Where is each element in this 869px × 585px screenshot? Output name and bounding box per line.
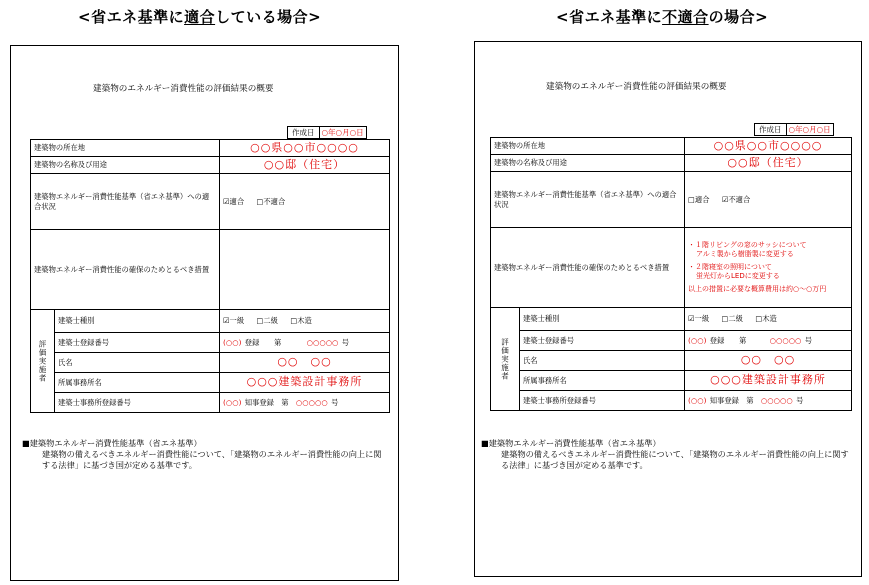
left-date-box bbox=[287, 126, 367, 139]
conformity-label: 建築物エネルギー消費性能基準（省エネ基準）への適合状況 bbox=[491, 172, 685, 228]
measure-note-1b: アルミ製から樹脂製に変更する bbox=[696, 250, 794, 259]
office-regno-pref: (○○) bbox=[223, 397, 242, 407]
type-option-first-class: ☑一級 bbox=[688, 314, 710, 324]
table-row bbox=[491, 351, 852, 371]
location-label: 建築物の所在地 bbox=[31, 140, 220, 157]
evaluator-label: 評価実施者 bbox=[500, 337, 510, 381]
left-heading-suffix: している場合> bbox=[215, 8, 322, 26]
table-row bbox=[31, 230, 390, 310]
location-value: ○○県○○市○○○○ bbox=[220, 140, 390, 157]
right-date-label: 作成日 bbox=[755, 124, 787, 135]
table-row bbox=[491, 172, 852, 228]
architect-regno-value bbox=[220, 333, 390, 353]
regno-pref: (○○) bbox=[223, 337, 242, 347]
office-regno-text: 知事登録 第 bbox=[709, 395, 754, 405]
right-heading-suffix: の場合> bbox=[708, 8, 769, 26]
architect-regno-value bbox=[685, 331, 852, 351]
measures-label: 建築物エネルギー消費性能の確保のためとるべき措置 bbox=[31, 230, 220, 310]
conformity-label: 建築物エネルギー消費性能基準（省エネ基準）への適合状況 bbox=[31, 174, 220, 230]
table-row bbox=[491, 228, 852, 308]
person-name-value: ○○ ○○ bbox=[685, 351, 852, 371]
regno-number: ○○○○○ bbox=[769, 335, 802, 345]
building-name-label: 建築物の名称及び用途 bbox=[31, 157, 220, 174]
table-row bbox=[491, 138, 852, 155]
left-report-title: 建築物のエネルギー消費性能の評価結果の概要 bbox=[93, 84, 274, 94]
left-heading bbox=[78, 6, 321, 27]
measures-value bbox=[685, 228, 852, 308]
table-row bbox=[31, 157, 390, 174]
right-report-sheet bbox=[474, 41, 862, 577]
left-footnote bbox=[22, 438, 384, 470]
conformity-checks bbox=[220, 174, 390, 230]
left-heading-prefix: <省エネ基準に bbox=[78, 8, 185, 26]
architect-type-checks bbox=[220, 310, 390, 333]
footnote-heading: ■建築物エネルギー消費性能基準（省エネ基準） bbox=[481, 438, 661, 448]
left-report-sheet bbox=[10, 45, 399, 581]
measure-note-3: 以上の措置に必要な概算費用は約○～○万円 bbox=[688, 284, 827, 293]
left-eval-table bbox=[30, 139, 390, 413]
type-option-wooden: □木造 bbox=[290, 316, 312, 326]
right-report-title: 建築物のエネルギー消費性能の評価結果の概要 bbox=[546, 82, 727, 92]
right-date-value: ○年○月○日 bbox=[788, 125, 831, 134]
office-regno-value bbox=[220, 393, 390, 413]
office-regno-number: ○○○○○ bbox=[295, 397, 328, 407]
conformity-option-compliant: □適合 bbox=[688, 194, 710, 204]
right-heading-keyword: 不適合 bbox=[662, 8, 709, 26]
office-name-label: 所属事務所名 bbox=[55, 373, 220, 393]
table-row bbox=[31, 353, 390, 373]
architect-type-checks bbox=[685, 308, 852, 331]
location-label: 建築物の所在地 bbox=[491, 138, 685, 155]
office-name-value: ○○○建築設計事務所 bbox=[685, 371, 852, 391]
type-option-first-class: ☑一級 bbox=[223, 316, 245, 326]
type-option-second-class: □二級 bbox=[256, 316, 278, 326]
architect-type-label: 建築士種別 bbox=[55, 310, 220, 333]
office-regno-label: 建築士事務所登録番号 bbox=[55, 393, 220, 413]
office-name-label: 所属事務所名 bbox=[520, 371, 685, 391]
table-row bbox=[31, 140, 390, 157]
regno-text: 登録 第 bbox=[709, 335, 747, 345]
regno-suffix: 号 bbox=[341, 337, 350, 347]
right-heading bbox=[556, 6, 768, 27]
measure-note-1a: ・１階リビングの窓のサッシについて bbox=[688, 240, 807, 249]
conformity-checks bbox=[685, 172, 852, 228]
location-value: ○○県○○市○○○○ bbox=[685, 138, 852, 155]
conformity-option-noncompliant: ☑不適合 bbox=[721, 194, 751, 204]
regno-number: ○○○○○ bbox=[306, 337, 339, 347]
office-regno-suffix: 号 bbox=[331, 397, 339, 407]
person-name-value: ○○ ○○ bbox=[220, 353, 390, 373]
left-date-label: 作成日 bbox=[288, 127, 320, 138]
building-name-value: ○○邸（住宅） bbox=[220, 157, 390, 174]
building-name-label: 建築物の名称及び用途 bbox=[491, 155, 685, 172]
right-eval-table bbox=[490, 137, 852, 411]
evaluator-label: 評価実施者 bbox=[38, 339, 47, 383]
measure-note-2b: 蛍光灯からLEDに変更する bbox=[696, 272, 780, 281]
right-footnote bbox=[481, 438, 851, 470]
table-row bbox=[491, 391, 852, 411]
office-regno-suffix: 号 bbox=[796, 395, 804, 405]
measures-label: 建築物エネルギー消費性能の確保のためとるべき措置 bbox=[491, 228, 685, 308]
right-date-box bbox=[754, 123, 834, 136]
left-heading-keyword: 適合 bbox=[184, 8, 216, 26]
table-row bbox=[491, 371, 852, 391]
person-name-label: 氏名 bbox=[520, 351, 685, 371]
table-row bbox=[491, 155, 852, 172]
type-option-second-class: □二級 bbox=[721, 314, 743, 324]
office-regno-value bbox=[685, 391, 852, 411]
table-row bbox=[31, 393, 390, 413]
table-row bbox=[491, 331, 852, 351]
conformity-option-compliant: ☑適合 bbox=[223, 196, 245, 206]
regno-pref: (○○) bbox=[688, 335, 707, 345]
person-name-label: 氏名 bbox=[55, 353, 220, 373]
conformity-option-noncompliant: □不適合 bbox=[256, 196, 286, 206]
regno-text: 登録 第 bbox=[244, 337, 282, 347]
architect-regno-label: 建築士登録番号 bbox=[55, 333, 220, 353]
evaluator-label-cell bbox=[491, 308, 520, 411]
evaluator-label-cell bbox=[31, 310, 55, 413]
table-row bbox=[31, 174, 390, 230]
table-row bbox=[491, 308, 852, 331]
office-name-value: ○○○建築設計事務所 bbox=[220, 373, 390, 393]
table-row bbox=[31, 373, 390, 393]
footnote-body: 建築物の備えるべきエネルギー消費性能について、「建築物のエネルギー消費性能の向上に関する法律」に基づき国が定める基準です。 bbox=[501, 448, 849, 470]
office-regno-text: 知事登録 第 bbox=[244, 397, 289, 407]
architect-type-label: 建築士種別 bbox=[520, 308, 685, 331]
table-row bbox=[31, 310, 390, 333]
office-regno-label: 建築士事務所登録番号 bbox=[520, 391, 685, 411]
footnote-body: 建築物の備えるべきエネルギー消費性能について、「建築物のエネルギー消費性能の向上に関する法律」に基づき国が定める基準です。 bbox=[42, 448, 382, 470]
footnote-heading: ■建築物エネルギー消費性能基準（省エネ基準） bbox=[22, 438, 202, 448]
regno-suffix: 号 bbox=[804, 335, 813, 345]
left-date-value: ○年○月○日 bbox=[321, 128, 364, 137]
building-name-value: ○○邸（住宅） bbox=[685, 155, 852, 172]
table-row bbox=[31, 333, 390, 353]
office-regno-pref: (○○) bbox=[688, 395, 707, 405]
measure-note-2a: ・２階寝室の照明について bbox=[688, 262, 772, 271]
type-option-wooden: □木造 bbox=[755, 314, 777, 324]
office-regno-number: ○○○○○ bbox=[760, 395, 793, 405]
architect-regno-label: 建築士登録番号 bbox=[520, 331, 685, 351]
measures-value bbox=[220, 230, 390, 310]
right-heading-prefix: <省エネ基準に bbox=[556, 8, 663, 26]
